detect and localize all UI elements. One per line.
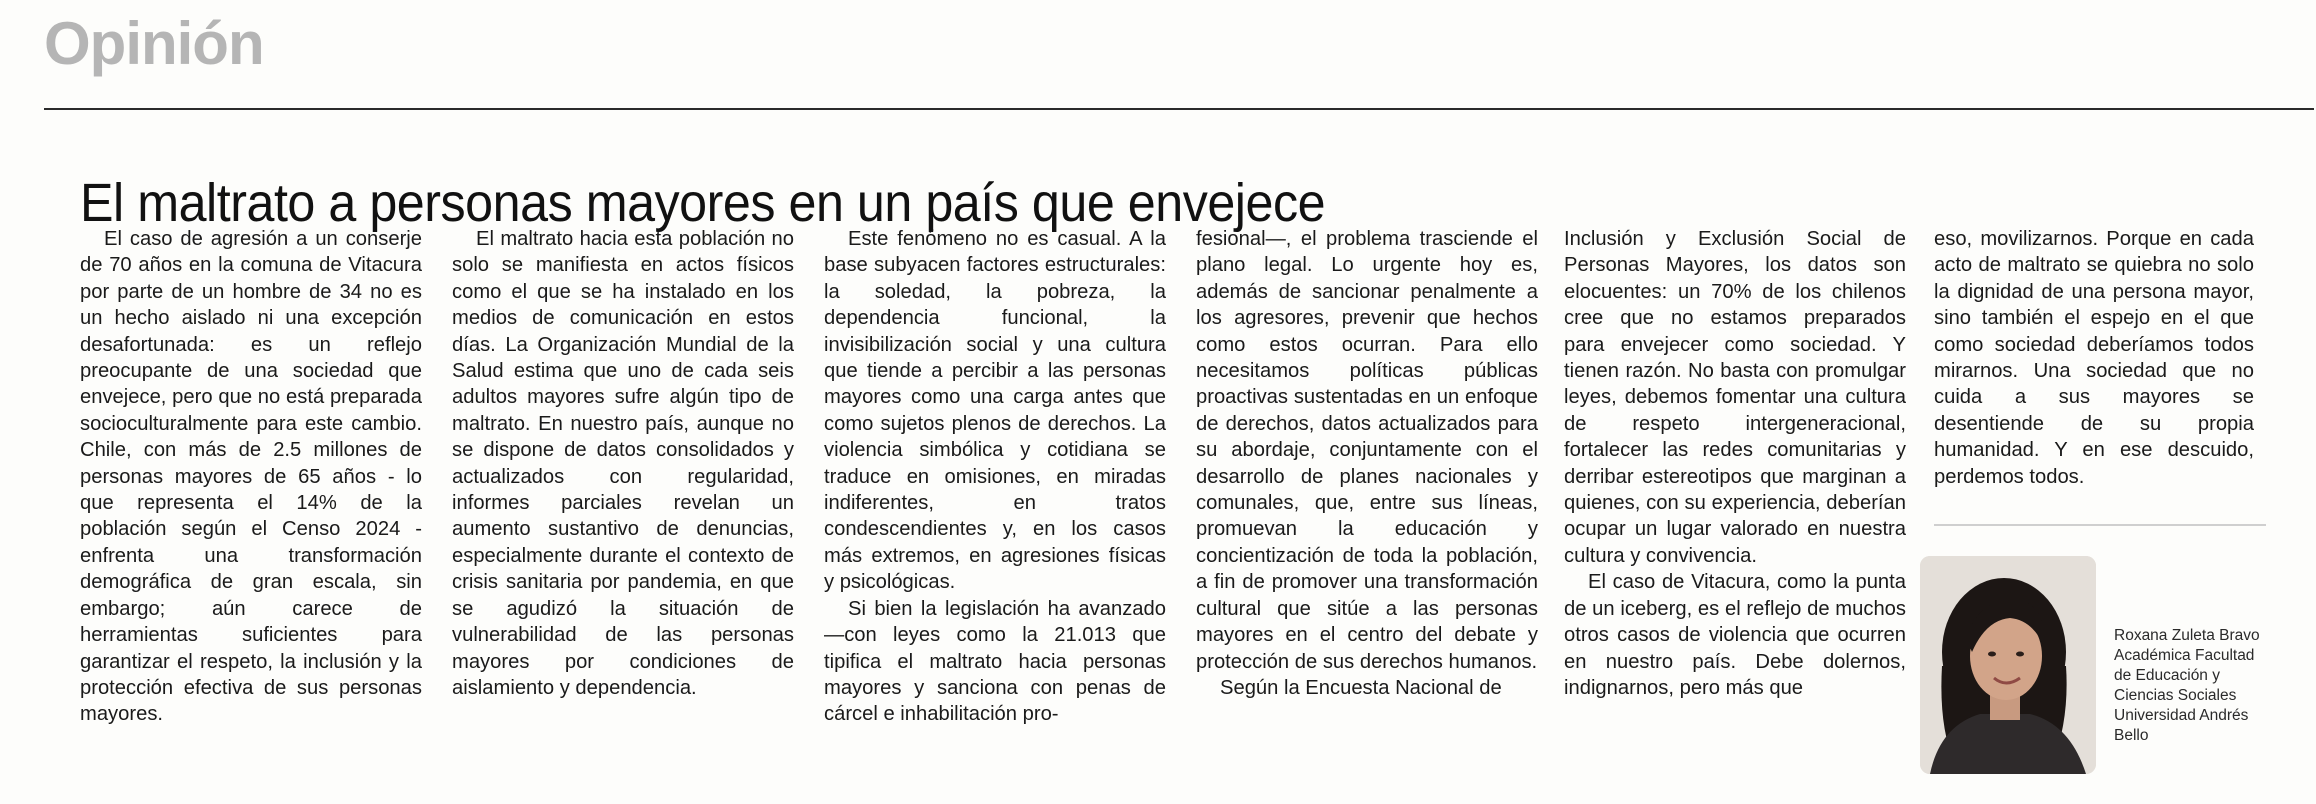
author-title-line: de Educación y	[2114, 667, 2220, 684]
paragraph: El maltrato hacia esta población no solo se manifiesta en actos físicos como el que se ha instalado en los medios de comunicación en estos días. La Organización Mundial de la Salud estima que uno de cada seis adultos mayores sufre algún tipo de maltrato. En nuestro país, aunque no se dispone de datos consolidados y actualizados con regularidad, informes parciales revelan un aumento sustantivo de denuncias, especialmente durante el contexto de crisis sanitaria por pandemia, en que se agudizó la situación de vulnerabilidad de las personas mayores por condiciones de aislamiento y dependencia.	[452, 228, 794, 699]
author-title-line: Académica Facultad	[2114, 647, 2255, 664]
article-column-5	[1564, 226, 1906, 701]
author-divider	[1934, 524, 2266, 526]
paragraph: fesional—, el problema trasciende el plano legal. Lo urgente hoy es, además de sancionar penalmente a los agresores, prevenir que hechos como estos ocurran. Para ello necesitamos políticas públicas proactivas sustentadas en un enfoque de derechos, datos actualizados para su abordaje, conjuntamente con el desarrollo de planes nacionales y comunales, que, entre sus líneas, promuevan la educación y concientización de toda la población, a fin de promover una transformación cultural que sitúe a las personas mayores en el centro del debate y protección de sus derechos humanos.	[1196, 228, 1538, 673]
article-column-3	[824, 226, 1166, 728]
article-column-1	[80, 226, 422, 728]
author-title-line: Bello	[2114, 727, 2149, 744]
article-column-6	[1934, 226, 2254, 490]
paragraph: eso, movilizarnos. Porque en cada acto de maltrato se quiebra no solo la dignidad de una persona mayor, sino también el espejo en el que como sociedad deberíamos todos mirarnos. Una sociedad que no cuida a sus mayores se desentiende de su propia humanidad. Y en ese descuido, perdemos todos.	[1934, 228, 2254, 488]
author-title-line: Ciencias Sociales	[2114, 687, 2237, 704]
author-photo	[1920, 556, 2096, 774]
article-column-4	[1196, 226, 1538, 701]
author-name: Roxana Zuleta Bravo	[2114, 627, 2260, 644]
author-byline	[2114, 626, 2294, 746]
article-headline: El maltrato a personas mayores en un país que envejece	[80, 173, 1326, 234]
paragraph: Este fenómeno no es casual. A la base subyacen factores estructurales: la soledad, la pobreza, la dependencia funcional, la invisibilización social y una cultura que tiende a percibir a las personas mayores como una carga antes que como sujetos plenos de derechos. La violencia simbólica y cotidiana se traduce en omisiones, en miradas indiferentes, en tratos condescendientes y, en los casos más extremos, en agresiones físicas y psicológicas.	[824, 228, 1166, 594]
paragraph: Según la Encuesta Nacional de	[1220, 676, 1502, 699]
author-portrait-image	[1920, 556, 2096, 774]
paragraph: El caso de agresión a un conserje de 70 años en la comuna de Vitacura por parte de un hombre de 34 no es un hecho aislado ni una excepción desafortunada: es un reflejo preocupante de una sociedad que envejece, pero que no está preparada socioculturalmente para este cambio. Chile, con más de 2.5 millones de personas mayores de 65 años - lo que representa el 14% de la población según el Censo 2024 - enfrenta una transformación demográfica de gran escala, sin embargo; aún carece de herramientas suficientes para garantizar el respeto, la inclusión y la protección efectiva de sus personas mayores.	[80, 228, 422, 726]
article-column-2	[452, 226, 794, 701]
paragraph: Si bien la legislación ha avanzado —con leyes como la 21.013 que tipifica el maltrato hacia personas mayores y sanciona con penas de cárcel e inhabilitación pro-	[824, 597, 1166, 726]
section-label: Opinión	[44, 10, 264, 77]
paragraph: El caso de Vitacura, como la punta de un iceberg, es el reflejo de muchos otros casos de violencia que ocurren en nuestro país. Debe dolernos, indignarnos, pero más que	[1564, 571, 1906, 699]
section-divider	[44, 108, 2314, 110]
author-title-line: Universidad Andrés	[2114, 707, 2249, 724]
paragraph: Inclusión y Exclusión Social de Personas Mayores, los datos son elocuentes: un 70% de los chilenos cree que no estamos preparados para envejecer como sociedad. Y tienen razón. No basta con promulgar leyes, debemos fomentar una cultura de respeto intergeneracional, fortalecer las redes comunitarias y derribar estereotipos que marginan a quienes, con su experiencia, deberían ocupar un lugar valorado en nuestra cultura y convivencia.	[1564, 228, 1906, 567]
